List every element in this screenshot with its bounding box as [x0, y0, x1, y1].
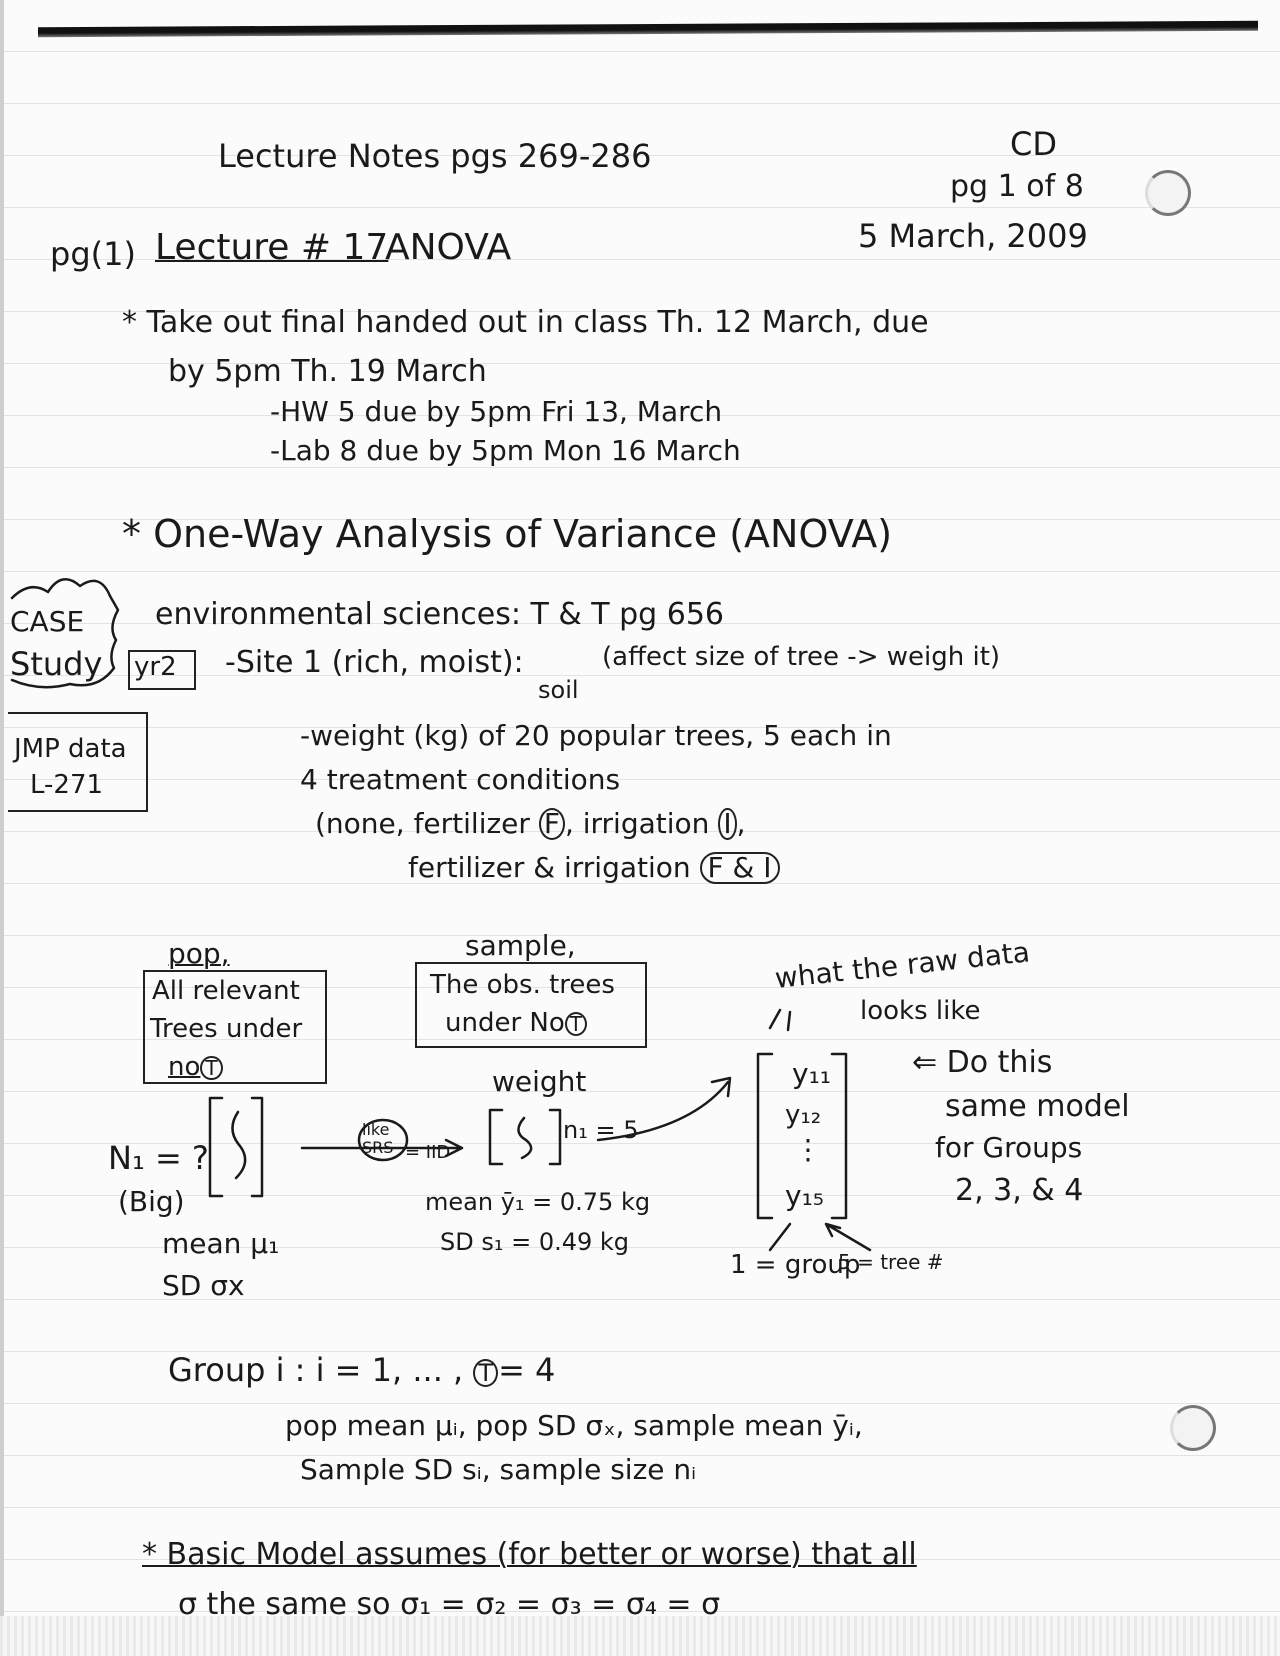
raw-data-label-2: looks like [860, 996, 981, 1026]
tree-index-note: 5 = tree # [838, 1250, 944, 1274]
population-label: pop, [168, 937, 230, 970]
srs-circle [359, 1120, 407, 1160]
site-note: (affect size of tree -> weigh it) [602, 642, 1001, 672]
sample-sd: SD s₁ = 0.49 kg [440, 1228, 630, 1256]
population-box-line-1: All relevant [152, 976, 300, 1006]
iid-label: = IID [405, 1142, 451, 1163]
conditions-text-b: , irrigation [564, 807, 710, 840]
raw-data-bracket-left [758, 1054, 772, 1218]
lecture-notes-pages: Lecture Notes pgs 269-286 [218, 137, 652, 175]
homework-due: -HW 5 due by 5pm Fri 13, March [270, 395, 723, 428]
sample-box-under-no: under No [445, 1008, 565, 1038]
raw-data-pointer [770, 1010, 790, 1030]
group-parameters: pop mean μᵢ, pop SD σₓ, sample mean ȳᵢ, [285, 1409, 863, 1442]
page-count: pg 1 of 8 [950, 169, 1084, 204]
treatments-description: 4 treatment conditions [300, 763, 621, 796]
fertilizer-symbol: F [539, 808, 565, 840]
jmp-data-label: JMP data [14, 734, 127, 764]
population-sd: SD σx [162, 1269, 245, 1302]
equal-variance-assumption: σ the same so σ₁ = σ₂ = σ₃ = σ₄ = σ [178, 1587, 721, 1622]
raw-data-label-1: what the raw data [773, 935, 1032, 995]
data-vdots: ⋮ [794, 1133, 822, 1166]
case-study-label-2: Study [10, 645, 103, 683]
sampling-arrow [302, 1140, 462, 1156]
sample-size: n₁ = 5 [563, 1116, 639, 1144]
population-size: N₁ = ? [108, 1139, 209, 1177]
soil-label: soil [538, 676, 579, 704]
population-box-line-2: Trees under [150, 1014, 303, 1044]
data-y15: y₁₅ [785, 1179, 825, 1212]
group-index-arrow [770, 1224, 790, 1250]
lecture-number: Lecture # 17 [155, 227, 389, 268]
same-model-note-1: ⇐ Do this [912, 1045, 1053, 1080]
fertilizer-irrigation-symbol: F & I [700, 852, 780, 884]
weight-label: weight [492, 1065, 587, 1098]
conditions-text-d: fertilizer & irrigation [408, 851, 691, 884]
weight-description: -weight (kg) of 20 popular trees, 5 each in [300, 719, 892, 752]
conditions-text-c: , [736, 807, 746, 840]
case-study-label-1: CASE [10, 605, 85, 638]
sample-squiggle [518, 1118, 531, 1158]
section-title: * One-Way Analysis of Variance (ANOVA) [122, 512, 893, 556]
same-model-note-4: 2, 3, & 4 [955, 1173, 1084, 1208]
page-marker: pg(1) [50, 235, 136, 273]
same-model-note-2: same model [945, 1089, 1130, 1124]
basic-model-assumption: * Basic Model assumes (for better or worse) that all [142, 1537, 917, 1572]
population-bracket-right [252, 1098, 262, 1196]
lecture-date: 5 March, 2009 [858, 217, 1088, 255]
lecture-topic: ANOVA [385, 227, 512, 268]
group-definition-text: Group i : i = 1, ... , [168, 1351, 464, 1389]
population-squiggle [232, 1112, 245, 1178]
sample-bracket-left [490, 1110, 502, 1164]
case-study-bubble [12, 579, 118, 687]
irrigation-symbol: I [718, 808, 736, 840]
jmp-data-page: L-271 [30, 770, 104, 800]
population-box-no: no [168, 1052, 201, 1082]
case-study-subject: environmental sciences: T & T pg 656 [155, 597, 725, 632]
conditions-text-a: (none, fertilizer [315, 807, 530, 840]
year-tag: yr2 [134, 652, 177, 682]
tree-index-arrow [826, 1224, 870, 1250]
final-exam-due: by 5pm Th. 19 March [168, 354, 487, 389]
author-initials: CD [1010, 125, 1057, 163]
arrow-label-srs: SRS [362, 1138, 394, 1157]
sample-treatment-symbol: T [565, 1012, 587, 1036]
site-description: -Site 1 (rich, moist): [225, 645, 524, 680]
lab-due: -Lab 8 due by 5pm Mon 16 March [270, 434, 741, 467]
population-bracket-left [210, 1098, 222, 1196]
group-sample-stats: Sample SD sᵢ, sample size nᵢ [300, 1453, 697, 1486]
sample-bracket-right [550, 1110, 560, 1164]
raw-data-arrow [598, 1078, 730, 1140]
population-mean: mean μ₁ [162, 1227, 280, 1260]
arrow-label-like: like [362, 1120, 390, 1139]
data-y11: y₁₁ [792, 1057, 832, 1090]
raw-data-bracket-right [832, 1054, 846, 1218]
sample-label: sample, [465, 929, 576, 962]
final-exam-note: * Take out final handed out in class Th. 12 March, due [122, 305, 929, 340]
sample-box-line-1: The obs. trees [430, 970, 615, 1000]
population-big: (Big) [118, 1185, 185, 1218]
data-y12: y₁₂ [785, 1100, 822, 1130]
group-count-value: = 4 [498, 1351, 556, 1389]
sample-mean: mean ȳ₁ = 0.75 kg [425, 1188, 651, 1216]
group-index-note: 1 = group [730, 1250, 861, 1280]
same-model-note-3: for Groups [935, 1131, 1083, 1164]
group-count-symbol: T [473, 1359, 498, 1387]
population-treatment-symbol: T [200, 1056, 222, 1080]
